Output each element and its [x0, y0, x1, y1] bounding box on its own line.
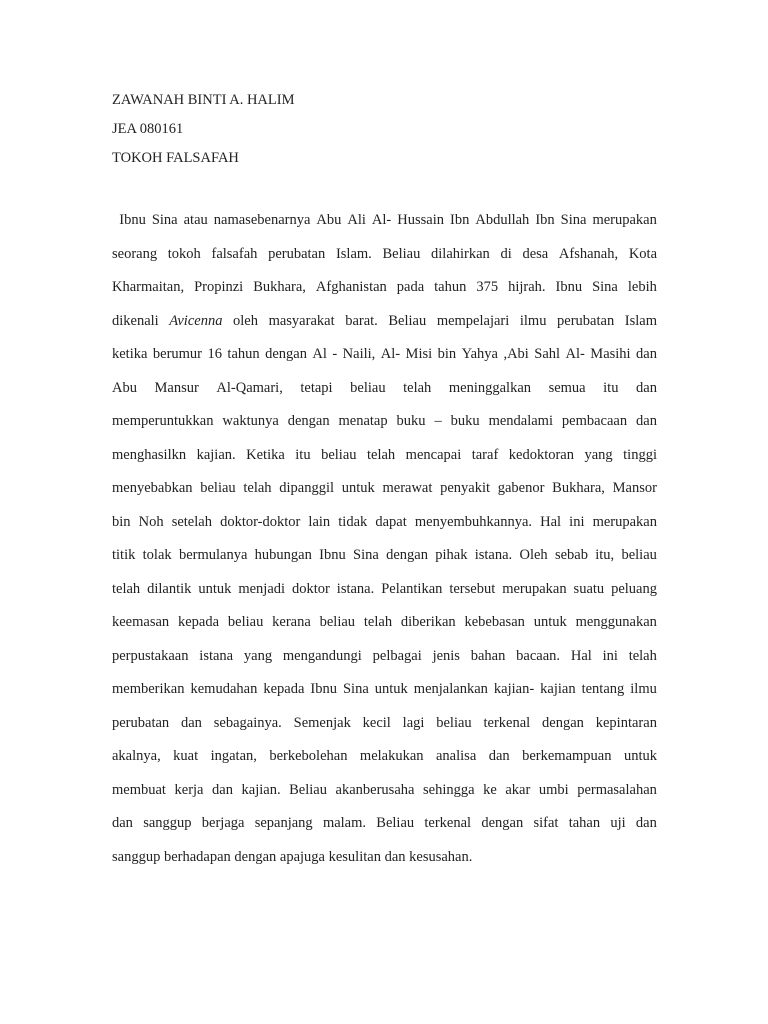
essay-word: falsafah	[211, 245, 258, 262]
essay-word: Ibnu	[112, 212, 146, 228]
essay-word: sebab	[554, 547, 588, 563]
essay-word: Al-	[380, 346, 401, 362]
essay-word: Islam.	[335, 245, 372, 262]
essay-word: Kharmaitan,	[112, 279, 185, 295]
essay-word: setelah	[171, 513, 212, 530]
essay-word: kajian-	[493, 681, 535, 697]
essay-word: Bukhara,	[552, 480, 605, 496]
essay-line	[112, 472, 657, 506]
essay-word: hijrah.	[508, 279, 546, 295]
essay-word: dilantik	[147, 580, 192, 597]
essay-word: bermulanya	[178, 547, 248, 563]
essay-word: untuk	[533, 614, 567, 630]
essay-word: terkenal	[483, 714, 531, 731]
essay-word: dan	[636, 379, 657, 396]
essay-line	[112, 305, 657, 339]
essay-word: Semenjak	[293, 714, 351, 731]
essay-word: semua	[548, 379, 586, 396]
essay-word: tetapi	[300, 379, 333, 396]
essay-word: Hussain	[397, 212, 444, 228]
essay-word: -	[332, 346, 338, 362]
essay-word: kajian	[540, 681, 576, 697]
essay-line	[112, 539, 657, 573]
essay-word: Sina	[353, 547, 379, 563]
essay-word: titik	[112, 547, 136, 563]
essay-word: merawat	[382, 480, 433, 496]
essay-word: dan	[112, 815, 133, 831]
essay-word: itu	[603, 379, 619, 396]
essay-word: tahun	[434, 279, 467, 295]
essay-word: menghasilkn	[112, 446, 187, 463]
essay-word: Mansor	[612, 480, 657, 496]
essay-word: akanberusaha	[335, 781, 415, 798]
essay-word: Propinzi	[194, 279, 244, 295]
essay-word: Pelantikan	[381, 580, 443, 597]
essay-word: buku	[450, 413, 480, 429]
essay-word: menggunakan	[575, 614, 657, 630]
essay-word: pada	[396, 279, 425, 295]
essay-word: menyebabkan	[112, 480, 193, 496]
essay-word: dan	[635, 815, 657, 831]
essay-word: Kota	[628, 245, 657, 262]
essay-word: beliau	[350, 379, 386, 396]
essay-word: Hal	[570, 647, 592, 664]
essay-word: permasalahan	[577, 781, 657, 798]
essay-word: telah	[403, 379, 432, 396]
essay-word: doktor	[292, 580, 330, 597]
essay-word: yang	[584, 446, 613, 463]
essay-word: bin	[437, 346, 457, 362]
essay-word: beliau	[319, 614, 356, 630]
essay-word: dengan	[481, 815, 524, 831]
essay-word: ke	[483, 781, 497, 798]
essay-word: dan	[181, 714, 202, 731]
essay-word: Masihi	[590, 346, 631, 362]
essay-word: tinggi	[623, 446, 657, 463]
essay-word: pihak	[435, 547, 468, 563]
essay-word: sebagainya.	[213, 714, 282, 731]
essay-word: beliau	[200, 480, 236, 496]
essay-word: uji	[610, 815, 626, 831]
essay-word: malam.	[322, 815, 367, 831]
essay-line	[112, 707, 657, 741]
essay-word: desa	[522, 245, 549, 262]
essay-word: ini	[602, 647, 618, 664]
essay-word: menjadi	[238, 580, 286, 597]
essay-word: bin	[112, 513, 131, 530]
essay-word: Islam	[624, 312, 657, 329]
essay-word: kajian.	[196, 446, 236, 463]
essay-word: atau	[183, 212, 208, 228]
essay-word: sifat	[533, 815, 559, 831]
essay-word: dengan	[542, 714, 584, 731]
essay-word: mendalami	[488, 413, 553, 429]
essay-word: tersebut	[449, 580, 496, 597]
essay-word: kerana	[272, 614, 311, 630]
essay-word: Sahl	[534, 346, 561, 362]
essay-word: hubungan	[254, 547, 312, 563]
essay-word: sehingga	[423, 781, 475, 798]
student-id: JEA 080161	[112, 121, 184, 137]
essay-word: mengandungi	[282, 647, 362, 664]
essay-word: istana.	[336, 580, 375, 597]
essay-line	[112, 271, 657, 305]
essay-word: kajian.	[241, 781, 281, 798]
essay-word: merupakan	[592, 212, 657, 228]
essay-word: dipanggil	[279, 480, 335, 496]
essay-word: analisa	[436, 748, 477, 764]
essay-word: berjaga	[201, 815, 245, 831]
essay-word: ketika	[112, 346, 148, 362]
essay-word: jenis	[432, 647, 460, 664]
essay-word: Avicenna	[169, 312, 223, 329]
essay-word: Bukhara,	[253, 279, 306, 295]
essay-word: bahan	[470, 647, 506, 664]
essay-word: perpustakaan	[112, 647, 189, 664]
essay-word: berumur	[152, 346, 203, 362]
essay-word: untuk	[341, 480, 375, 496]
essay-word: suatu	[573, 580, 605, 597]
essay-line	[112, 573, 657, 607]
essay-word: Beliau	[382, 245, 421, 262]
essay-word: Afghanistan	[315, 279, 387, 295]
essay-word: untuk	[623, 748, 657, 764]
essay-word: kepintaran	[595, 714, 657, 731]
essay-word: itu	[295, 446, 311, 463]
essay-word: mencapai	[405, 446, 462, 463]
essay-line	[112, 606, 657, 640]
essay-line	[112, 506, 657, 540]
essay-word: dengan	[265, 346, 307, 362]
essay-word: perubatan	[557, 312, 615, 329]
essay-word: sepanjang	[254, 815, 313, 831]
essay-word: namasebenarnya	[213, 212, 311, 228]
essay-word: terkenal	[424, 815, 472, 831]
essay-word: berkebolehan	[269, 748, 348, 764]
essay-word: Beliau	[376, 815, 415, 831]
essay-word: telah	[367, 446, 396, 463]
essay-word: Ibnu	[319, 547, 346, 563]
essay-word: Al	[312, 346, 327, 362]
essay-line	[112, 807, 657, 841]
essay-line	[112, 439, 657, 473]
student-name: ZAWANAH BINTI A. HALIM	[112, 92, 295, 108]
essay-word: Hal	[540, 513, 562, 530]
essay-word: menjalankan	[413, 681, 488, 697]
essay-word: diberikan	[400, 614, 456, 630]
document-title: TOKOH FALSAFAH	[112, 150, 239, 166]
essay-word: Afshanah,	[558, 245, 619, 262]
essay-word: doktor-doktor	[220, 513, 301, 530]
essay-word: 16	[207, 346, 222, 362]
essay-word: Abu	[112, 379, 137, 396]
essay-line	[112, 338, 657, 372]
essay-word: pembacaan	[561, 413, 628, 429]
essay-line	[112, 774, 657, 808]
essay-word: istana	[199, 647, 234, 664]
essay-word: oleh	[233, 312, 258, 329]
essay-word: Ibn	[450, 212, 470, 228]
essay-word: memberikan	[112, 681, 185, 697]
essay-word: Al-Qamari,	[216, 379, 283, 396]
essay-line	[112, 673, 657, 707]
essay-paragraph	[112, 204, 657, 874]
essay-word: dengan	[287, 413, 330, 429]
essay-word: dan	[636, 346, 657, 362]
essay-word: lagi	[402, 714, 425, 731]
essay-word: tokoh	[167, 245, 201, 262]
essay-word: Misi	[405, 346, 433, 362]
essay-word: yang	[243, 647, 273, 664]
essay-word: sanggup	[143, 815, 192, 831]
essay-word: penyakit	[440, 480, 491, 496]
essay-word: ingatan,	[210, 748, 257, 764]
essay-word: beliau	[621, 547, 657, 563]
essay-word: Ibnu	[555, 279, 583, 295]
essay-line	[112, 204, 657, 238]
essay-word: Al-	[371, 212, 392, 228]
essay-word: Beliau	[289, 781, 327, 798]
essay-word: telah	[628, 647, 657, 664]
essay-word: tentang	[581, 681, 625, 697]
essay-word: Yahya	[461, 346, 498, 362]
essay-line	[112, 405, 657, 439]
essay-word: kerja	[174, 781, 204, 798]
essay-word: ,Abi	[503, 346, 529, 362]
essay-word: Sina	[342, 681, 369, 697]
essay-word: tahun	[227, 346, 260, 362]
essay-word: meninggalkan	[448, 379, 532, 396]
essay-word: untuk	[374, 681, 408, 697]
essay-word: umbi	[538, 781, 569, 798]
essay-word: istana.	[474, 547, 513, 563]
essay-word: Oleh	[519, 547, 548, 563]
essay-word: telah	[363, 614, 393, 630]
essay-word: berkemampuan	[522, 748, 612, 764]
essay-word: kecil	[362, 714, 391, 731]
essay-word: Ketika	[246, 446, 285, 463]
essay-word: dan	[212, 781, 233, 798]
essay-word: Sina	[151, 212, 178, 228]
essay-word: pelbagai	[372, 647, 422, 664]
essay-word: menyembuhkannya.	[414, 513, 533, 530]
essay-word: tahan	[568, 815, 601, 831]
essay-word: bacaan.	[516, 647, 561, 664]
essay-word: tidak	[338, 513, 368, 530]
essay-word: Ali	[347, 212, 366, 228]
essay-word: mempelajari	[436, 312, 510, 329]
essay-word: untuk	[198, 580, 232, 597]
essay-word: 375	[476, 279, 499, 295]
essay-word: Ibnu	[310, 681, 337, 697]
essay-word: telah	[112, 580, 141, 597]
essay-word: Sina	[560, 212, 587, 228]
essay-word: akalnya,	[112, 748, 161, 764]
essay-word: merupakan	[592, 513, 657, 530]
essay-word: kepada	[263, 681, 305, 697]
essay-word: dan	[488, 748, 510, 764]
essay-word: menatap	[338, 413, 388, 429]
essay-word: dilahirkan	[431, 245, 490, 262]
essay-word: kebebasan	[464, 614, 525, 630]
essay-word: waktunya	[222, 413, 279, 429]
essay-word: ilmu	[519, 312, 547, 329]
essay-word: ini	[569, 513, 585, 530]
essay-line	[112, 372, 657, 406]
essay-word: gabenor	[497, 480, 545, 496]
essay-word: beliau	[436, 714, 472, 731]
essay-word: dapat	[375, 513, 407, 530]
essay-word: kuat	[173, 748, 199, 764]
essay-word: buku	[396, 413, 426, 429]
essay-word: Noh	[138, 513, 164, 530]
essay-word: Al-	[565, 346, 585, 362]
essay-word: dengan	[386, 547, 428, 563]
essay-word: itu,	[595, 547, 615, 563]
essay-word: masyarakat	[268, 312, 335, 329]
essay-word: seorang	[112, 245, 158, 262]
essay-word: dan	[636, 413, 657, 429]
document-header	[112, 86, 294, 173]
essay-word: perubatan	[268, 245, 326, 262]
essay-word: Abdullah	[475, 212, 530, 228]
essay-word: perubatan	[112, 714, 170, 731]
essay-word: memperuntukkan	[112, 413, 214, 429]
essay-word: dikenali	[112, 312, 159, 329]
essay-word: kemudahan	[190, 681, 258, 697]
essay-word: tolak	[142, 547, 172, 563]
essay-word: Sina	[592, 279, 618, 295]
essay-word: taraf	[471, 446, 499, 463]
essay-word: beliau	[321, 446, 357, 463]
essay-word: Mansur	[154, 379, 199, 396]
essay-word: Abu	[316, 212, 342, 228]
essay-word: telah	[243, 480, 272, 496]
essay-word: Naili,	[342, 346, 376, 362]
essay-line: sanggup berhadapan dengan apajuga kesulitan dan kesusahan.	[112, 848, 473, 865]
essay-word: lain	[308, 513, 331, 530]
essay-word: Beliau	[388, 312, 427, 329]
essay-word: kepada	[178, 614, 220, 630]
essay-word: keemasan	[112, 614, 170, 630]
essay-word: membuat	[112, 781, 166, 798]
essay-word: lebih	[627, 279, 657, 295]
essay-word: kedoktoran	[508, 446, 574, 463]
essay-word: merupakan	[502, 580, 567, 597]
essay-word: beliau	[227, 614, 264, 630]
essay-word: akar	[505, 781, 531, 798]
essay-line	[112, 238, 657, 272]
essay-line	[112, 640, 657, 674]
essay-word: ilmu	[630, 681, 657, 697]
essay-line	[112, 740, 657, 774]
essay-word: Ibn	[535, 212, 555, 228]
essay-word: melakukan	[359, 748, 424, 764]
essay-word: peluang	[611, 580, 657, 597]
essay-word: di	[500, 245, 512, 262]
essay-word: barat.	[345, 312, 378, 329]
essay-word: –	[434, 413, 442, 429]
